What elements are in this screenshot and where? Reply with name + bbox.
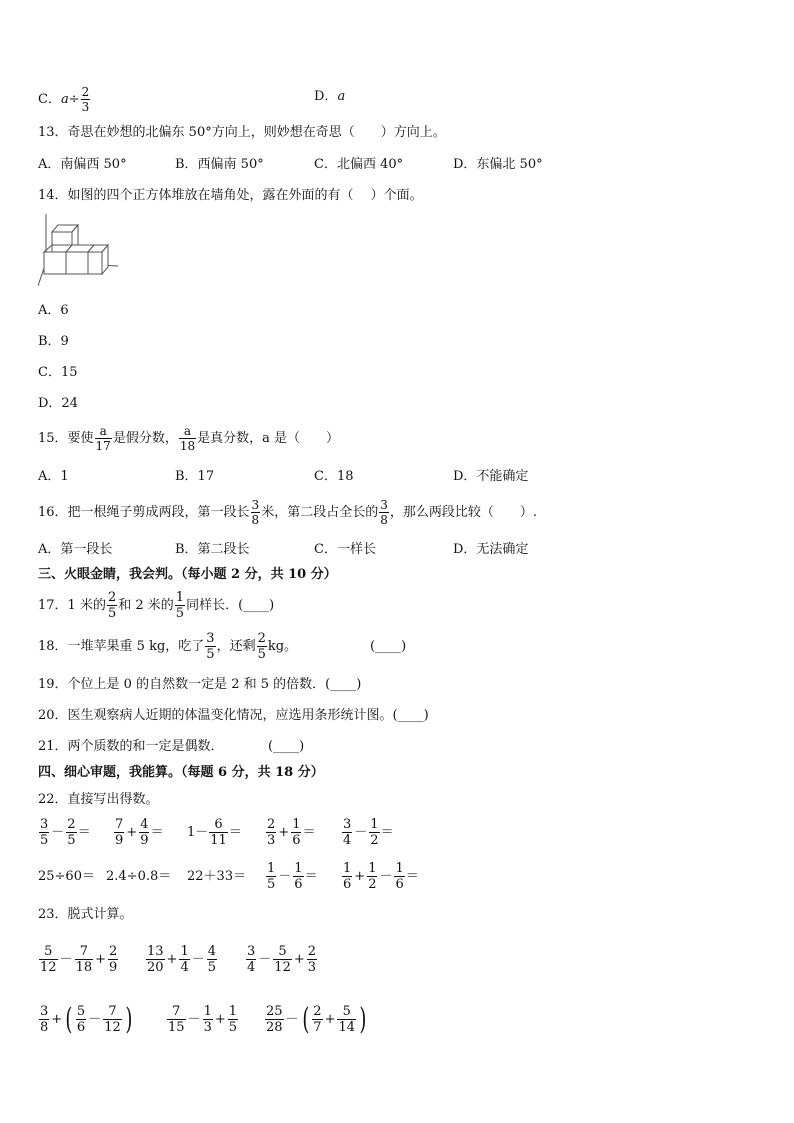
q23-expr-1: $\frac{5}{12}$ － $\frac{7}{18}$ + $\frac{2}{9}$ <box>40 944 118 975</box>
fraction: $\frac{2}{5}$ <box>67 817 76 848</box>
q23-title: 23．脱式计算。 <box>38 907 133 922</box>
fraction: $\frac{2}{9}$ <box>109 944 118 975</box>
q15-option-b[interactable]: B．17 <box>175 469 215 484</box>
fraction: $\frac{1}{3}$ <box>203 1004 212 1035</box>
q16-option-a[interactable]: A．第一段长 <box>38 542 113 557</box>
fraction: $\frac{3}{4}$ <box>247 944 256 975</box>
fraction: $\frac{5}{14}$ <box>338 1004 356 1035</box>
fraction: $\frac{4}{5}$ <box>207 944 217 975</box>
fraction: $\frac{3}{8}$ <box>380 498 388 527</box>
q22-item-7: 2.4÷0.8＝ <box>106 869 172 884</box>
fraction: $\frac{13}{20}$ <box>147 944 164 975</box>
fraction: $\frac{3}{5}$ <box>206 631 215 662</box>
fraction: $\frac{5}{6}$ <box>76 1004 86 1035</box>
fraction: $\frac{6}{11}$ <box>210 817 227 848</box>
fraction: $\frac{5}{12}$ <box>40 944 57 975</box>
q23-expr-6: $\frac{25}{28}$ － ( $\frac{2}{7}$ + $\frac{5}{14}$ ) <box>266 1001 367 1037</box>
q13-option-a[interactable]: A．南偏西 50° <box>38 157 127 172</box>
fraction: $\frac{3}{8}$ <box>251 498 260 527</box>
q12-option-c[interactable]: C．a÷ $\frac{2}{3}$ <box>38 85 90 114</box>
q16-question: 16．把一根绳子剪成两段，第一段长 $\frac{3}{8}$ 米，第二段占全长的 $\frac{3}{8}$ ，那么两段比较（ ）. <box>38 498 537 527</box>
q18-statement: 18．一堆苹果重 5 kg，吃了 $\frac{3}{5}$ ，还剩 $\frac{2}{5}$ kg。 <box>38 631 298 662</box>
q22-item-10: $\frac{1}{6}$ + $\frac{1}{2}$ － $\frac{1}{6}$ ＝ <box>343 861 419 892</box>
q13-option-c[interactable]: C．北偏西 40° <box>314 157 404 172</box>
fraction: $\frac{a}{18}$ <box>179 424 196 453</box>
fraction: $\frac{1}{2}$ <box>370 817 379 848</box>
stacked-cubes-figure <box>38 214 120 290</box>
fraction: $\frac{1}{5}$ <box>175 590 185 621</box>
q23-expr-3: $\frac{3}{4}$ － $\frac{5}{12}$ + $\frac{2}{3}$ <box>247 944 317 975</box>
q12-option-d[interactable]: D．a <box>314 89 346 104</box>
q15-option-c[interactable]: C．18 <box>314 469 354 484</box>
q14-option-b[interactable]: B．9 <box>38 334 69 349</box>
q19-statement: 19．个位上是 0 的自然数一定是 2 和 5 的倍数．(____) <box>38 677 362 692</box>
fraction: $\frac{3}{4}$ <box>343 817 352 848</box>
q18-answer-blank[interactable]: (____) <box>370 639 407 654</box>
q22-item-8: 22＋33＝ <box>187 869 247 884</box>
section-4-heading: 四、细心审题，我能算。（每题 6 分，共 18 分） <box>38 765 324 780</box>
q22-item-4: $\frac{2}{3}$ + $\frac{1}{6}$ ＝ <box>267 817 316 848</box>
fraction: $\frac{5}{12}$ <box>274 944 291 975</box>
fraction: $\frac{1}{6}$ <box>294 861 303 892</box>
q15-option-d[interactable]: D．不能确定 <box>453 469 529 484</box>
fraction: $\frac{1}{5}$ <box>267 861 276 892</box>
q14-option-a[interactable]: A．6 <box>38 303 69 318</box>
fraction: $\frac{2}{7}$ <box>313 1004 322 1035</box>
q22-item-2: $\frac{7}{9}$ + $\frac{4}{9}$ ＝ <box>115 817 164 848</box>
q21-answer-blank[interactable]: (____) <box>268 739 305 754</box>
fraction: $\frac{3}{8}$ <box>40 1004 49 1035</box>
q22-item-5: $\frac{3}{4}$ － $\frac{1}{2}$ ＝ <box>343 817 394 848</box>
fraction: $\frac{7}{15}$ <box>168 1004 185 1035</box>
q20-statement: 20．医生观察病人近期的体温变化情况，应选用条形统计图。(____) <box>38 708 429 723</box>
fraction: $\frac{2}{3}$ <box>307 944 317 975</box>
fraction: $\frac{7}{18}$ <box>75 944 93 975</box>
fraction: $\frac{25}{28}$ <box>266 1004 283 1035</box>
q16-option-b[interactable]: B．第二段长 <box>175 542 250 557</box>
q23-expr-4: $\frac{3}{8}$ + ( $\frac{5}{6}$ － $\frac{7}{12}$ ) <box>40 1001 133 1037</box>
fraction: $\frac{1}{6}$ <box>395 861 404 892</box>
fraction: $\frac{3}{5}$ <box>40 817 49 848</box>
fraction: $\frac{2}{3}$ <box>81 85 90 114</box>
q17-statement: 17．1 米的 $\frac{2}{5}$ 和 2 米的 $\frac{1}{5}$ 同样长．(____) <box>38 590 275 621</box>
fraction: $\frac{1}{2}$ <box>368 861 377 892</box>
q15-question: 15．要使 $\frac{a}{17}$ 是假分数， $\frac{a}{18}$ 是真分数，a 是（ ） <box>38 424 340 453</box>
fraction: $\frac{7}{9}$ <box>115 817 124 848</box>
q16-option-c[interactable]: C．一样长 <box>314 542 376 557</box>
q14-question: 14．如图的四个正方体堆放在墙角处，露在外面的有（ ）个面。 <box>38 188 423 203</box>
section-3-heading: 三、火眼金睛，我会判。（每小题 2 分，共 10 分） <box>38 567 337 582</box>
q22-item-9: $\frac{1}{5}$ － $\frac{1}{6}$ ＝ <box>267 861 318 892</box>
fraction: $\frac{a}{17}$ <box>95 424 111 453</box>
q21-statement: 21．两个质数的和一定是偶数． <box>38 739 224 754</box>
fraction: $\frac{7}{12}$ <box>104 1004 121 1035</box>
q22-title: 22．直接写出得数。 <box>38 792 159 807</box>
fraction: $\frac{2}{5}$ <box>107 590 117 621</box>
q23-expr-2: $\frac{13}{20}$ + $\frac{1}{4}$ － $\frac{4}{5}$ <box>147 944 217 975</box>
q13-option-b[interactable]: B．西偏南 50° <box>175 157 264 172</box>
q16-option-d[interactable]: D．无法确定 <box>453 542 529 557</box>
q14-option-c[interactable]: C．15 <box>38 365 78 380</box>
fraction: $\frac{1}{5}$ <box>228 1004 238 1035</box>
q13-question: 13．奇思在妙想的北偏东 50°方向上，则妙想在奇思（ ）方向上。 <box>38 125 446 140</box>
q22-item-6: 25÷60＝ <box>38 869 95 884</box>
q22-item-1: $\frac{3}{5}$ － $\frac{2}{5}$ ＝ <box>40 817 91 848</box>
q23-expr-5: $\frac{7}{15}$ － $\frac{1}{3}$ + $\frac{1}{5}$ <box>168 1004 238 1035</box>
fraction: $\frac{2}{5}$ <box>257 631 266 662</box>
fraction: $\frac{1}{6}$ <box>292 817 301 848</box>
fraction: $\frac{1}{4}$ <box>180 944 189 975</box>
fraction: $\frac{4}{9}$ <box>140 817 149 848</box>
fraction: $\frac{1}{6}$ <box>343 861 352 892</box>
q14-option-d[interactable]: D．24 <box>38 396 78 411</box>
q13-option-d[interactable]: D．东偏北 50° <box>453 157 543 172</box>
q15-option-a[interactable]: A．1 <box>38 469 69 484</box>
q22-item-3: 1－ $\frac{6}{11}$ ＝ <box>187 817 242 848</box>
fraction: $\frac{2}{3}$ <box>267 817 276 848</box>
